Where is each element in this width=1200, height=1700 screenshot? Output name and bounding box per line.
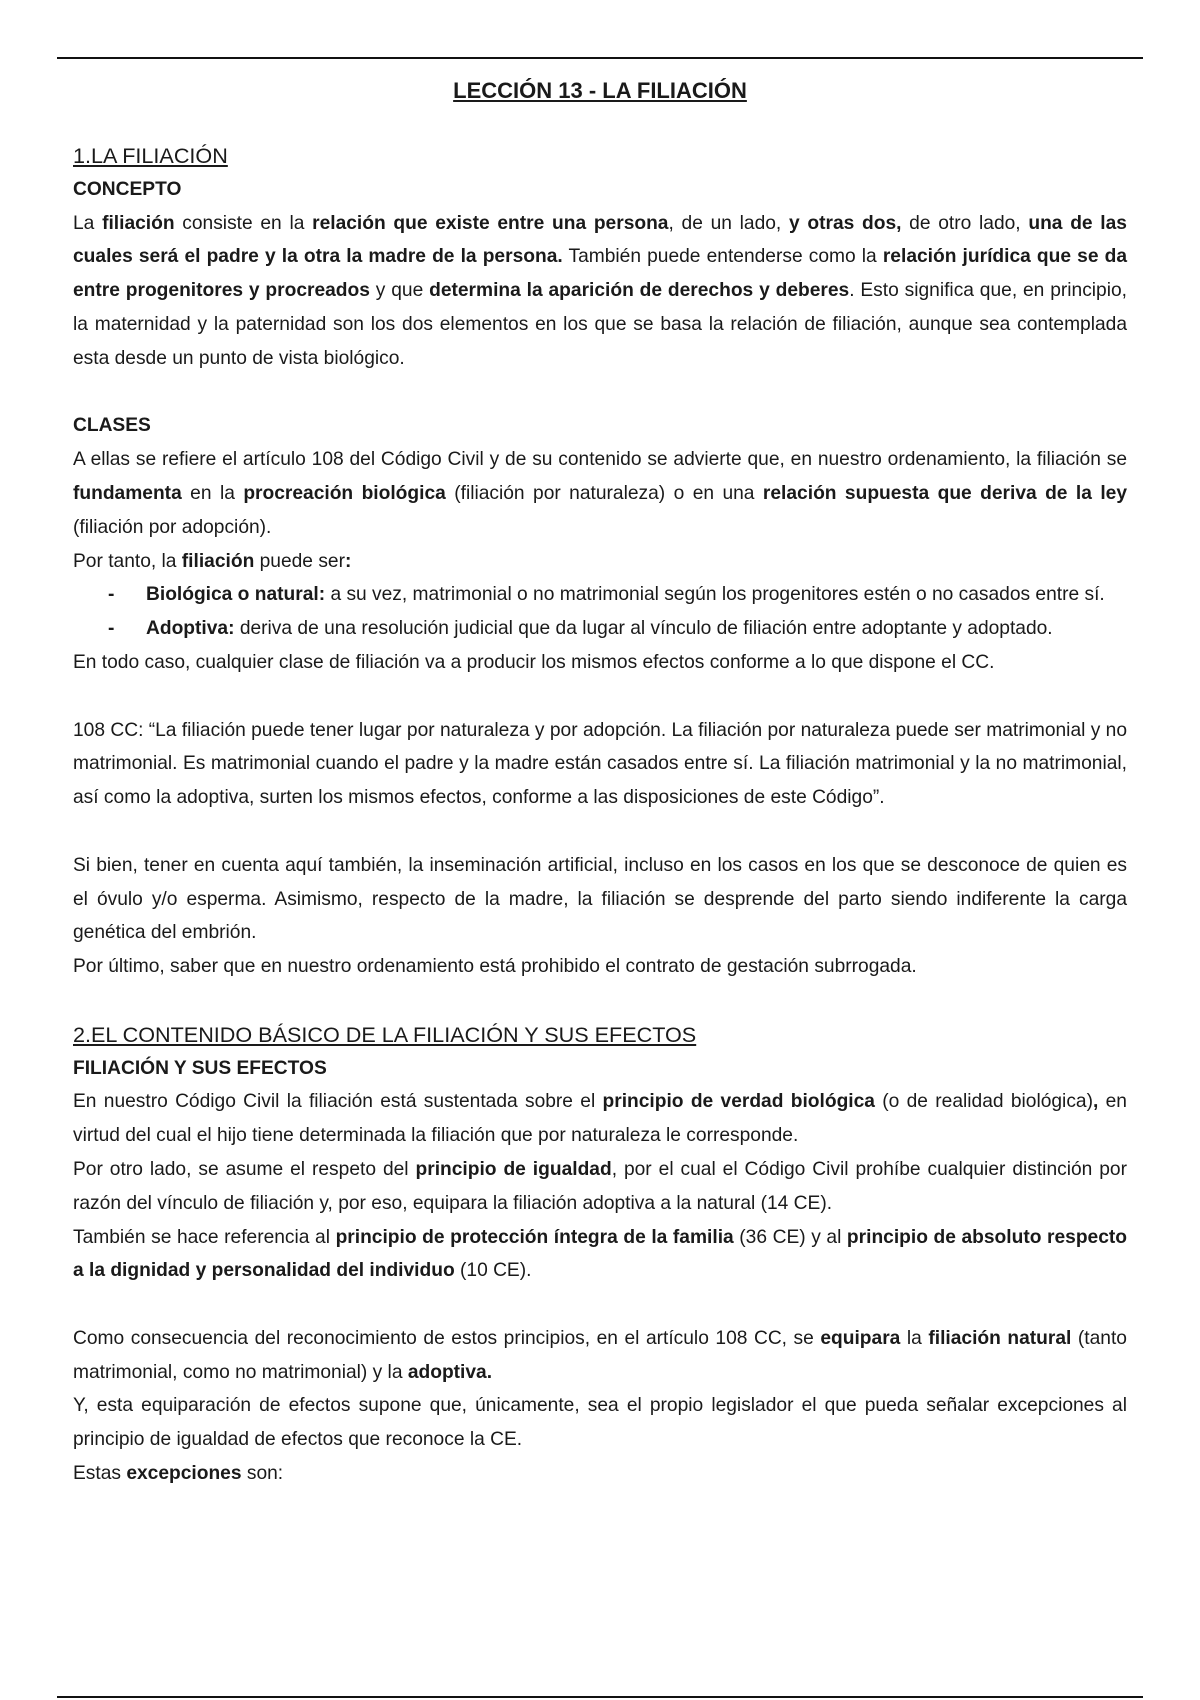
clases-paragraph-3: En todo caso, cualquier clase de filiación va a producir los mismos efectos conforme a lo que dispone el CC. [73,651,995,673]
bold-text: una de las cuales será el padre y la otra la madre de la persona. [73,212,1127,268]
text-run: En nuestro Código Civil la filiación está sustentada sobre el [73,1091,603,1113]
text-run: (o de realidad biológica) [874,1091,1093,1113]
clases-paragraph-1 [73,443,1127,544]
efectos-paragraph-6 [73,1457,1127,1491]
text-run: Como consecuencia del reconocimiento de estos principios, en el artículo 108 CC, se [73,1327,821,1349]
bold-text: adoptiva. [407,1361,493,1383]
clases-paragraph-2 [73,545,1127,579]
bottom-rule [57,1696,1143,1698]
bold-text: fundamenta [73,482,182,504]
efectos-paragraph-2 [73,1153,1127,1221]
bold-text: principio de protección íntegra de la familia [335,1226,734,1248]
text-run: También se hace referencia al [73,1226,336,1248]
text-run: (36 CE) y al [733,1226,847,1248]
bold-text: , [1092,1091,1099,1113]
text-run: La [73,212,103,234]
efectos-paragraph-1 [73,1085,1127,1153]
bold-text: Adoptiva: [146,618,235,640]
bold-text: y otras dos, [788,212,902,234]
text-run: deriva de una resolución judicial que da lugar al vínculo de filiación entre adoptante y adoptado. [234,618,1053,640]
text-run: También puede entenderse como la [562,246,883,268]
bold-text: filiación [181,550,255,572]
bold-text: principio de igualdad [415,1158,612,1180]
efectos-paragraph-5: Y, esta equiparación de efectos supone que, únicamente, sea el propio legislador el que pueda señalar excepciones al principio de igualdad de efectos que reconoce la CE. [73,1395,1127,1451]
text-run: , de un lado, [668,212,789,234]
text-run: (filiación por naturaleza) o en una [445,482,763,504]
bold-text: relación que existe entre una persona [312,212,669,234]
text-run: puede ser [254,550,345,572]
article-108-quote: 108 CC: “La filiación puede tener lugar por naturaleza y por adopción. La filiación por naturaleza puede ser matrimonial y no matrimonial. Es matrimonial cuando el padre y la madre están casados entre sí. La filiación matrimonial y la no matrimonial, así como la adoptiva, surten los mismos efectos, conforme a las disposiciones de este Código”. [73,719,1127,809]
concepto-subheading: CONCEPTO [73,178,182,200]
concepto-paragraph [73,207,1127,376]
page-title: LECCIÓN 13 - LA FILIACIÓN [453,78,747,103]
text-run: Por tanto, la [73,550,182,572]
text-run: en la [181,482,244,504]
clases-paragraph-5: Si bien, tener en cuenta aquí también, la inseminación artificial, incluso en los casos en los que se desconoce de quien es el óvulo y/o esperma. Asimismo, respecto de la madre, la filiación se desprende del parto siendo indiferente la carga genética del embrión. [73,854,1127,944]
text-run: y que [369,280,430,302]
bold-text: procreación biológica [243,482,446,504]
text-run: , por el cual el Código Civil prohíbe cualquier distinción por razón del vínculo de filiación y, por eso, equipara la filiación adoptiva a la natural (14 CE). [73,1158,1127,1214]
text-run: son: [241,1463,284,1485]
section-1-heading: 1.LA FILIACIÓN [73,143,228,168]
list-bullet: - [108,584,115,606]
text-run: en virtud del cual el hijo tiene determinada la filiación que por naturaleza le corresponde. [73,1091,1127,1147]
bold-text: principio de verdad biológica [602,1091,875,1113]
efectos-paragraph-4 [73,1322,1127,1390]
clases-subheading: CLASES [73,415,151,437]
bold-text: relación supuesta que deriva de la ley [762,482,1128,504]
top-rule [57,57,1143,59]
document-page [73,74,1127,1491]
text-run: Por otro lado, se asume el respeto del [73,1158,416,1180]
list-bullet: - [108,618,115,640]
list-item [73,578,1127,612]
text-run: la [900,1327,929,1349]
text-run: (10 CE). [454,1260,532,1282]
text-run: . Esto significa que, en principio, la maternidad y la paternidad son los dos elementos en los que se basa la relación de filiación, aunque sea contemplada esta desde un punto de vista biológico. [73,280,1127,369]
bold-text: principio de absoluto respecto a la dignidad y personalidad del individuo [73,1226,1127,1282]
text-run: (filiación por adopción). [73,516,272,538]
efectos-subheading: FILIACIÓN Y SUS EFECTOS [73,1057,327,1079]
filiacion-types-list [73,578,1127,646]
efectos-paragraph-3 [73,1221,1127,1289]
bold-text: filiación [102,212,175,234]
bold-text: excepciones [126,1463,242,1485]
bold-text: equipara [820,1327,901,1349]
list-item [73,612,1127,646]
bold-text: determina la aparición de derechos y deberes [429,280,850,302]
clases-paragraph-6: Por último, saber que en nuestro ordenamiento está prohibido el contrato de gestación subrrogada. [73,956,917,978]
text-run: (tanto matrimonial, como no matrimonial) y la [73,1327,1127,1383]
bold-text: filiación natural [928,1327,1072,1349]
text-run: Estas [73,1463,127,1485]
section-2-heading: 2.EL CONTENIDO BÁSICO DE LA FILIACIÓN Y SUS EFECTOS [73,1021,697,1047]
bold-text: relación jurídica que se da entre progenitores y procreados [73,246,1128,302]
text-run: de otro lado, [901,212,1029,234]
text-run: consiste en la [174,212,313,234]
text-run: A ellas se refiere el artículo 108 del Código Civil y de su contenido se advierte que, en nuestro ordenamiento, la filiación se [73,449,1127,471]
bold-text: Biológica o natural: [146,584,326,606]
text-run: a su vez, matrimonial o no matrimonial según los progenitores estén o no casados entre sí. [325,584,1105,606]
bold-text: : [344,550,352,572]
